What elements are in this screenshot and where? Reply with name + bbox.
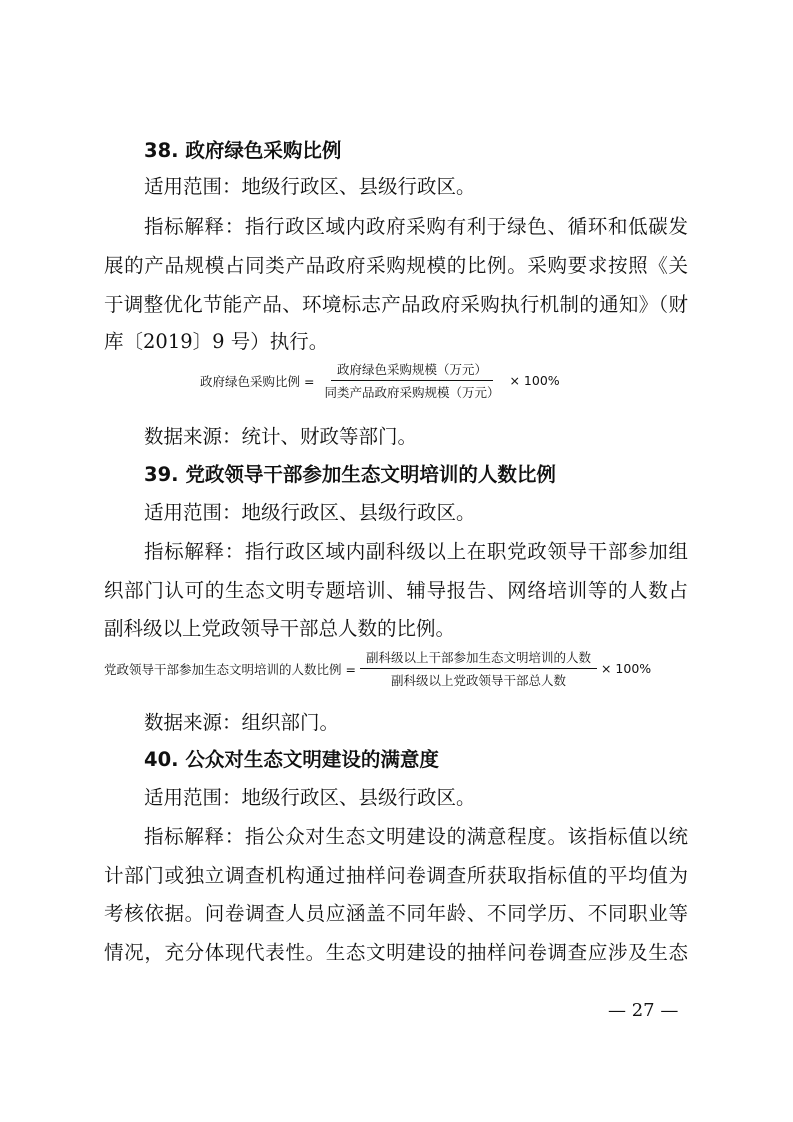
page-number: — 27 — [608,1000,679,1021]
formula-lhs: 党政领导干部参加生态文明培训的人数比例 = [104,661,356,677]
formula-numerator: 副科级以上干部参加生态文明培训的人数 [360,648,597,669]
formula-numerator: 政府绿色采购规模（万元） [331,360,493,381]
section-38-source: 数据来源：统计、财政等部门。 [144,425,418,448]
section-38-scope: 适用范围：地级行政区、县级行政区。 [144,175,476,198]
section-39-source: 数据来源：组织部门。 [144,711,340,734]
formula-denominator: 副科级以上党政领导干部总人数 [390,673,566,688]
formula-suffix: × 100% [600,661,652,676]
section-40-explain-line: 考核依据。问卷调查人员应涵盖不同年龄、不同学历、不同职业等 [104,902,688,925]
section-38-formula [200,360,560,401]
formula-lhs: 政府绿色采购比例 = [200,373,315,389]
section-40-explain-line: 情况，充分体现代表性。生态文明建设的抽样问卷调查应涉及生态 [104,941,688,964]
section-38-explain-line: 展的产品规模占同类产品政府采购规模的比例。采购要求按照《关 [104,254,688,277]
section-40-heading: 40. 公众对生态文明建设的满意度 [144,748,439,771]
section-39-formula [104,648,651,689]
section-40-explain-line: 计部门或独立调查机构通过抽样问卷调查所获取指标值的平均值为 [104,864,688,887]
section-38-explain-line: 指标解释：指行政区域内政府采购有利于绿色、循环和低碳发 [144,215,688,238]
formula-denominator: 同类产品政府采购规模（万元） [324,385,500,400]
formula-fraction [318,360,505,401]
section-39-explain-line: 织部门认可的生态文明专题培训、辅导报告、网络培训等的人数占 [104,579,688,602]
section-38-explain-line: 于调整优化节能产品、环境标志产品政府采购执行机制的通知》（财 [104,293,688,316]
section-39-scope: 适用范围：地级行政区、县级行政区。 [144,501,476,524]
formula-suffix: × 100% [509,373,560,388]
section-39-explain-line: 副科级以上党政领导干部总人数的比例。 [104,617,456,640]
section-38-explain-line: 库〔2019〕9 号）执行。 [104,330,329,353]
section-40-scope: 适用范围：地级行政区、县级行政区。 [144,786,476,809]
section-39-explain-line: 指标解释：指行政区域内副科级以上在职党政领导干部参加组 [144,540,688,563]
section-38-heading: 38. 政府绿色采购比例 [144,139,342,162]
section-40-explain-line: 指标解释：指公众对生态文明建设的满意程度。该指标值以统 [144,825,688,848]
formula-fraction [360,648,597,689]
section-39-heading: 39. 党政领导干部参加生态文明培训的人数比例 [144,463,556,486]
